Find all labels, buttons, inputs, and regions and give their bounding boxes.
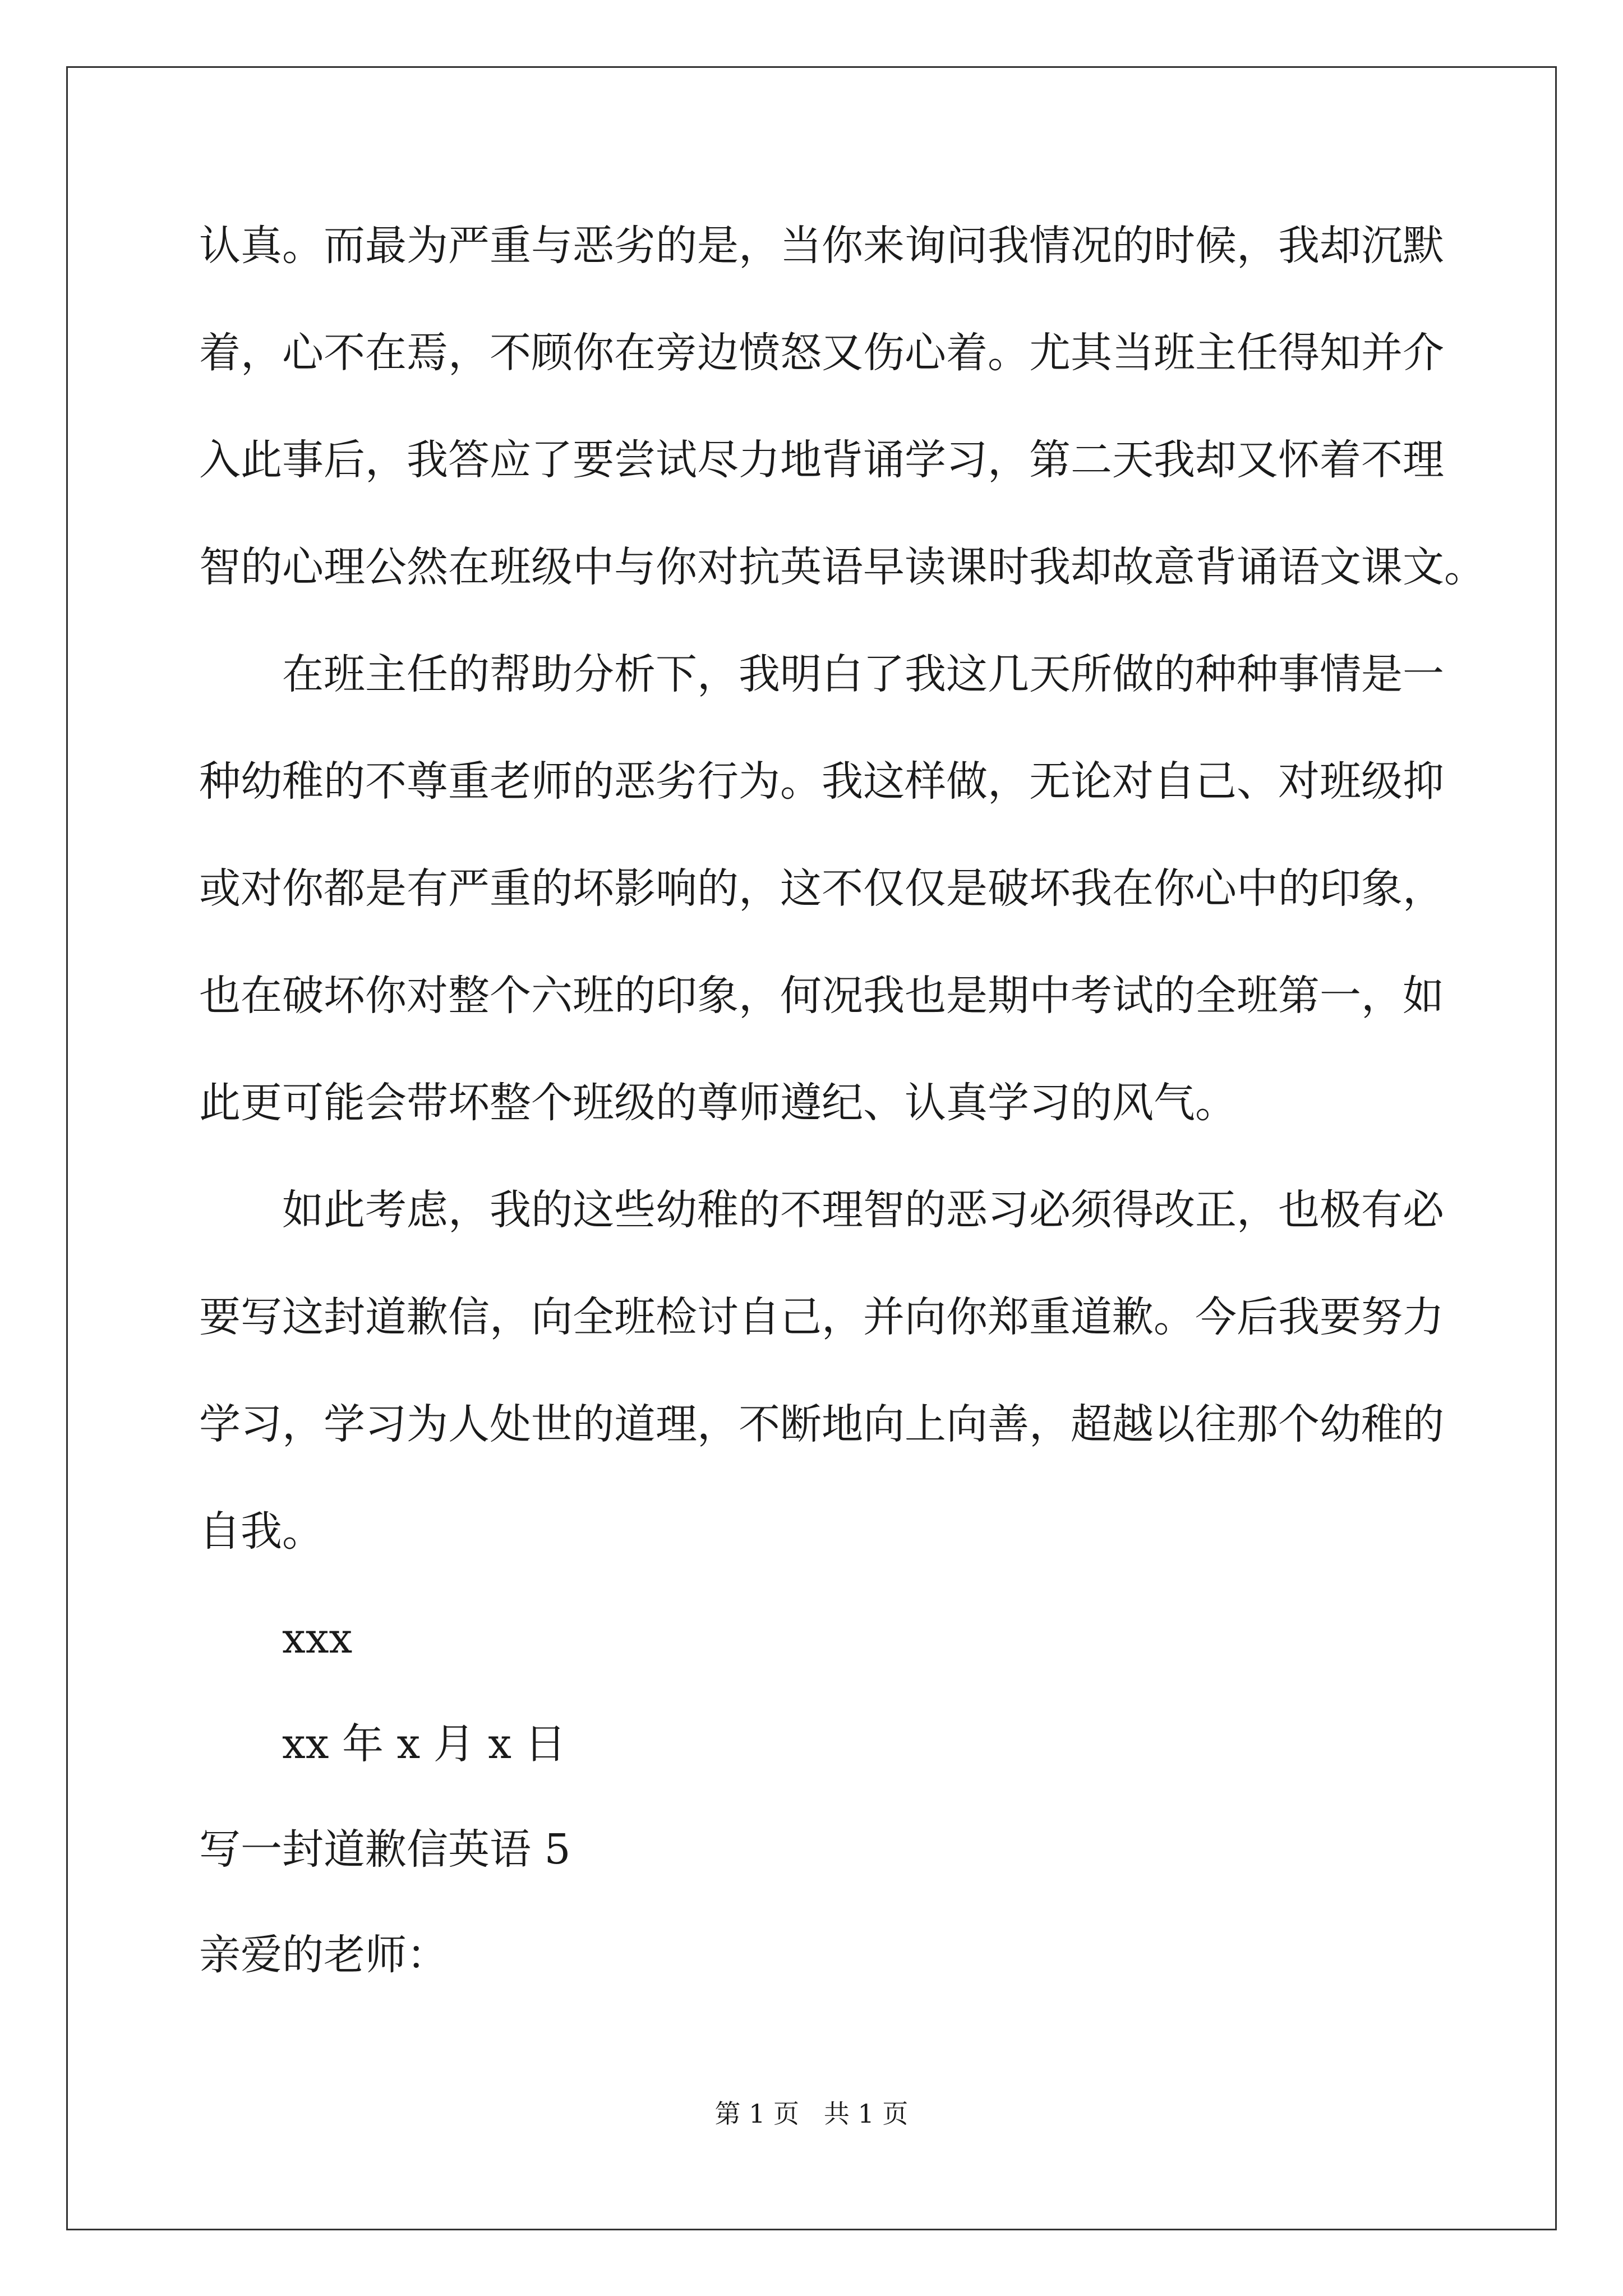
text-line: 要写这封道歉信，向全班检讨自己，并向你郑重道歉。今后我要努力 [199, 1293, 1444, 1341]
paragraph-2 [199, 647, 1444, 1130]
text-line: 智的心理公然在班级中与你对抗英语早读课时我却故意背诵语文课文。 [199, 543, 1486, 591]
text-line: 入此事后，我答应了要尝试尽力地背诵学习，第二天我却又怀着不理 [199, 436, 1444, 484]
text-line: 种幼稚的不尊重老师的恶劣行为。我这样做，无论对自己、对班级抑 [199, 757, 1444, 806]
section-title: 写一封道歉信英语 5 [199, 1825, 571, 1874]
text-line: 如此考虑，我的这些幼稚的不理智的恶习必须得改正，也极有必 [282, 1186, 1444, 1234]
text-line: 学习，学习为人处世的道理，不断地向上向善，超越以往那个幼稚的 [199, 1400, 1444, 1448]
text-line: 认真。而最为严重与恶劣的是，当你来询问我情况的时候，我却沉默 [199, 222, 1444, 270]
text-line: 此更可能会带坏整个班级的尊师遵纪、认真学习的风气。 [199, 1079, 1237, 1127]
letter-body [199, 219, 1486, 2035]
letter-date: xx 年 x 月 x 日 [282, 1720, 566, 1768]
text-line: 在班主任的帮助分析下，我明白了我这几天所做的种种事情是一 [282, 650, 1444, 698]
text-line: 着，心不在焉，不顾你在旁边愤怒又伤心着。尤其当班主任得知并介 [199, 329, 1444, 377]
text-line: 或对你都是有严重的坏影响的，这不仅仅是破坏我在你心中的印象， [199, 864, 1444, 913]
signature: xxx [282, 1614, 353, 1663]
salutation: 亲爱的老师： [199, 1931, 448, 1979]
paragraph-3 [199, 1183, 1444, 1558]
page-number-footer: 第 1 页 共 1 页 [714, 2099, 909, 2129]
paragraph-1 [199, 219, 1486, 594]
text-line: 自我。 [199, 1507, 324, 1556]
text-line: 也在破坏你对整个六班的印象，何况我也是期中考试的全班第一，如 [199, 972, 1444, 1020]
